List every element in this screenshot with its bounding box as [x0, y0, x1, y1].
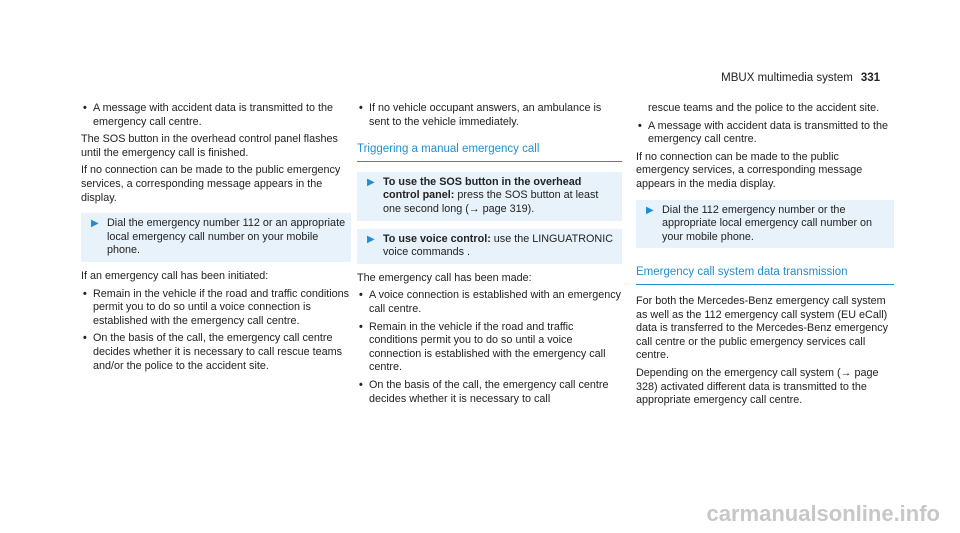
list-item: • On the basis of the call, the emergency call centre decides whether it is necessary to call rescue teams and/or the police to the accident site. — [81, 332, 351, 373]
list-item: • If no vehicle occupant answers, an ambulance is sent to the vehicle immediately. — [357, 102, 622, 129]
instruction-step — [357, 172, 622, 221]
bullet-list — [636, 120, 894, 147]
play-arrow-icon: ▶ — [367, 176, 375, 188]
step-text: Dial the emergency number 112 or an appropriate local emergency call number on your mobile phone. — [107, 217, 346, 257]
paragraph: If an emergency call has been initiated: — [81, 269, 269, 282]
list-item: • A message with accident data is transmitted to the emergency call centre. — [636, 120, 894, 147]
bullet-list — [357, 289, 622, 406]
list-item: • Remain in the vehicle if the road and traffic conditions permit you to do so until a voice connection is established with the emergency call centre. — [357, 321, 622, 375]
column-2 — [357, 102, 622, 410]
paragraph: The emergency call has been made: — [357, 271, 532, 284]
section-heading: Triggering a manual emergency call — [357, 143, 622, 162]
list-item: • A message with accident data is transmitted to the emergency call centre. — [81, 102, 351, 129]
step-text: use the LINGUATRONIC voice commands . — [383, 232, 613, 259]
paragraph: The SOS button in the overhead control panel flashes until the emergency call is finished. — [81, 133, 338, 159]
column-1 — [81, 102, 351, 377]
step-text: Dial the 112 emergency number or the appropriate local emergency call number on your mobile phone. — [662, 203, 873, 243]
play-arrow-icon: ▶ — [91, 218, 99, 230]
play-arrow-icon: ▶ — [367, 233, 375, 245]
page-number: 331 — [860, 72, 880, 84]
paragraph: rescue teams and the police to the accident site. — [648, 102, 880, 114]
paragraph: If no connection can be made to the public emergency services, a corresponding message appears in the media display. — [636, 150, 863, 190]
step-text: press the SOS button at least one second long (→ page 319). — [383, 189, 599, 215]
step-bold: To use the SOS button in the overhead control panel: — [383, 175, 582, 202]
instruction-step — [357, 229, 622, 264]
play-arrow-icon: ▶ — [646, 204, 654, 216]
column-3 — [636, 102, 894, 412]
bullet-list — [81, 288, 351, 374]
watermark-text: carmanualsonline.info — [706, 501, 940, 526]
instruction-step — [636, 200, 894, 249]
paragraph: If no connection can be made to the public emergency services, a corresponding message appears in the display. — [81, 164, 341, 204]
section-heading: Emergency call system data transmission — [636, 266, 894, 285]
bullet-list — [357, 102, 622, 129]
instruction-step — [81, 213, 351, 262]
list-item: • A voice connection is established with an emergency call centre. — [357, 289, 622, 316]
paragraph: Depending on the emergency call system (→ page 328) activated different data is transmitted to the appropriate emergency call centre. — [636, 366, 879, 407]
page-header — [721, 72, 880, 84]
paragraph: For both the Mercedes-Benz emergency call system as well as the 112 emergency call system (EU eCall) data is transferred to the Mercedes-Benz emergency call centre or the public emergency services call centre. — [636, 294, 889, 362]
bullet-list — [81, 102, 351, 129]
header-title: MBUX multimedia system — [721, 72, 853, 84]
step-bold: To use voice control: — [383, 232, 491, 245]
list-item: • On the basis of the call, the emergency call centre decides whether it is necessary to call — [357, 379, 622, 406]
list-item: • Remain in the vehicle if the road and traffic conditions permit you to do so until a voice connection is established with the emergency call centre. — [81, 288, 351, 329]
